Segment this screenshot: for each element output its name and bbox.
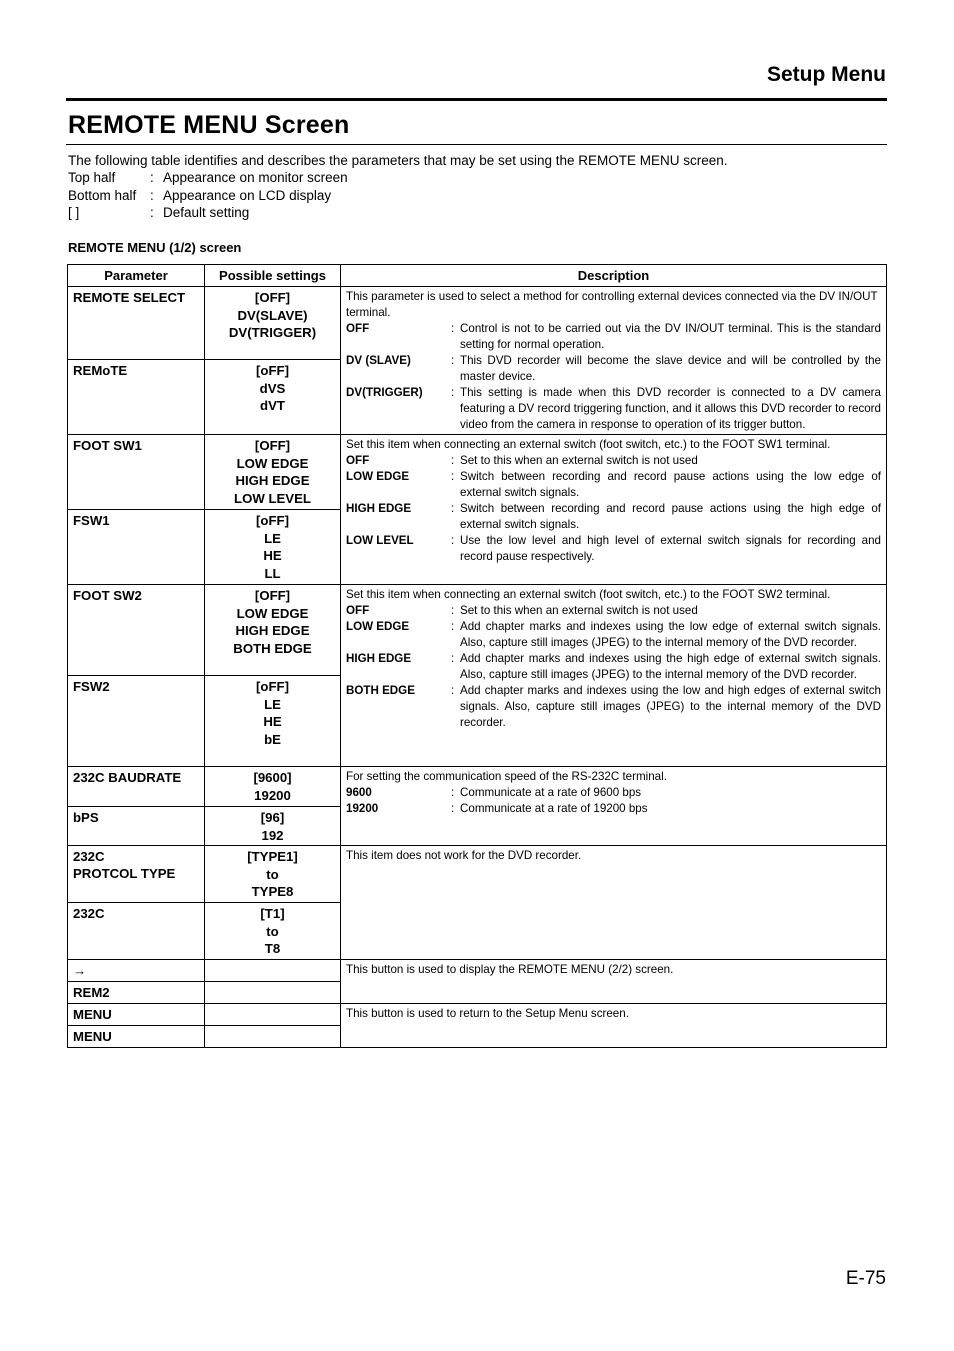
- cell-line: [OFF]: [254, 588, 291, 603]
- cell-line: [T1]: [260, 906, 285, 921]
- description-item-text: Communicate at a rate of 19200 bps: [460, 802, 648, 815]
- cell-line: [OFF]: [254, 290, 291, 305]
- parameter-cell: [68, 360, 205, 435]
- cell-line: REMOTE SELECT: [73, 290, 186, 305]
- description-cell: [341, 1004, 887, 1048]
- description-item: OFF : Set to this when an external switch is not used: [346, 603, 881, 619]
- legend-text: Default setting: [163, 205, 250, 220]
- description-cell: [341, 960, 887, 1004]
- description-cell: [341, 287, 887, 435]
- table-row: [68, 287, 887, 360]
- parameter-cell: [68, 287, 205, 360]
- parameter-cell: [68, 585, 205, 676]
- description-item-text: Switch between recording and record pause actions using the high edge of external switch signals.: [460, 502, 881, 531]
- cell-line: [96]: [260, 810, 285, 825]
- cell-line: MENU: [73, 1007, 112, 1022]
- legend-key: [ ]: [68, 205, 80, 220]
- cell-line: [oFF]: [256, 363, 289, 378]
- parameter-cell: [68, 807, 205, 846]
- table-row: [68, 846, 887, 903]
- cell-line: 192: [261, 827, 284, 843]
- parameter-cell: [68, 767, 205, 807]
- parameter-cell: [68, 676, 205, 767]
- legend-key: Top half: [68, 170, 116, 185]
- title-rule: [66, 144, 887, 145]
- legend-row: Top half : Appearance on monitor screen: [68, 170, 348, 185]
- cell-line: HIGH EDGE: [235, 623, 310, 638]
- description-intro: This button is used to display the REMOTE MENU (2/2) screen.: [346, 963, 674, 976]
- remote-menu-table: [67, 264, 887, 1048]
- cell-line: [oFF]: [256, 679, 289, 694]
- table-row: [68, 767, 887, 807]
- legend-row: Bottom half : Appearance on LCD display: [68, 187, 332, 203]
- cell-line: to: [266, 866, 279, 882]
- settings-cell: [205, 846, 341, 903]
- cell-line: HE: [263, 714, 282, 729]
- page-title: REMOTE MENU Screen: [68, 111, 350, 139]
- settings-cell: [205, 435, 341, 510]
- description-item-key: 9600: [346, 786, 372, 799]
- description-item-key: 19200: [346, 802, 379, 815]
- table-row: [68, 585, 887, 676]
- parameter-cell: [68, 903, 205, 960]
- table-row: [68, 960, 887, 982]
- parameter-cell: [68, 1026, 205, 1048]
- parameter-cell: [68, 982, 205, 1004]
- cell-line: LE: [264, 696, 281, 712]
- cell-line: FSW1: [73, 513, 110, 528]
- cell-line: 19200: [254, 787, 291, 803]
- cell-line: [OFF]: [254, 438, 291, 453]
- description-item: LOW LEVEL : Use the low level and high level of external switch signals for recording and record pause respectively.: [346, 534, 881, 563]
- cell-line: [TYPE1]: [247, 849, 298, 864]
- table-row: [68, 435, 887, 510]
- description-item: HIGH EDGE : Add chapter marks and indexes using the high edge of external switch signals. Also, capture still images (JPEG) to the internal memory of the DVD recorder.: [346, 652, 881, 681]
- cell-line: LE: [264, 530, 281, 546]
- description-item: HIGH EDGE : Switch between recording and record pause actions using the high edge of external switch signals.: [346, 502, 881, 531]
- cell-line: dVS: [259, 380, 286, 396]
- cell-line: 232C BAUDRATE: [73, 770, 182, 785]
- description-item-key: HIGH EDGE: [346, 652, 412, 665]
- description-item-key: OFF: [346, 322, 370, 335]
- header-settings: Possible settings: [205, 265, 341, 287]
- settings-cell: [205, 767, 341, 807]
- description-item-key: DV (SLAVE): [346, 354, 411, 367]
- cell-line: PROTCOL TYPE: [73, 866, 176, 881]
- settings-cell: [205, 1004, 341, 1026]
- table-body: [68, 287, 887, 1048]
- parameter-cell: [68, 435, 205, 510]
- cell-line: TYPE8: [251, 884, 294, 899]
- table-header-row: [68, 265, 887, 287]
- description-item-text: Add chapter marks and indexes using the low and high edges of external switch signals. Also, capture still images (JPEG) to the internal memory of the DVD recorder.: [460, 684, 881, 729]
- legend: [68, 169, 348, 222]
- description-item-text: Communicate at a rate of 9600 bps: [460, 786, 642, 799]
- description-intro: This parameter is used to select a method for controlling external devices connected via the DV IN/OUT terminal.: [346, 290, 878, 319]
- cell-line: LL: [264, 565, 281, 581]
- description-item: OFF : Control is not to be carried out via the DV IN/OUT terminal. This is the standard setting for normal operation.: [346, 322, 881, 351]
- description-item-text: Control is not to be carried out via the DV IN/OUT terminal. This is the standard setting for normal operation.: [460, 322, 881, 351]
- description-item-text: Switch between recording and record pause actions using the low edge of external switch signals.: [460, 470, 881, 499]
- description-item-key: BOTH EDGE: [346, 684, 415, 697]
- cell-line: FOOT SW1: [73, 438, 142, 453]
- cell-line: REM2: [73, 985, 110, 1000]
- cell-line: DV(TRIGGER): [228, 325, 317, 340]
- description-item-key: OFF: [346, 604, 370, 617]
- legend-text: Appearance on monitor screen: [163, 170, 348, 185]
- description-item-text: Add chapter marks and indexes using the high edge of external switch signals. Also, capture still images (JPEG) to the internal memory of the DVD recorder.: [460, 652, 881, 681]
- cell-line: FSW2: [73, 679, 110, 694]
- description-item-key: LOW EDGE: [346, 620, 410, 633]
- table-subtitle: REMOTE MENU (1/2) screen: [68, 240, 242, 255]
- settings-cell: [205, 360, 341, 435]
- description-item: DV (SLAVE) : This DVD recorder will become the slave device and will be controlled by the master device.: [346, 354, 881, 383]
- section-title: Setup Menu: [767, 63, 886, 86]
- description-item-key: LOW LEVEL: [346, 534, 414, 547]
- description-item: LOW EDGE : Add chapter marks and indexes using the low edge of external switch signals. Also, capture still images (JPEG) to the internal memory of the DVD recorder.: [346, 620, 881, 649]
- cell-line: →: [73, 963, 87, 978]
- settings-cell: [205, 903, 341, 960]
- page-number: E-75: [845, 1268, 886, 1289]
- cell-line: REMoTE: [73, 363, 128, 378]
- description-item-text: Set to this when an external switch is not used: [460, 454, 698, 467]
- cell-line: HIGH EDGE: [235, 473, 310, 488]
- description-intro: This item does not work for the DVD recorder.: [346, 849, 582, 862]
- table-row: [68, 1004, 887, 1026]
- description-intro: For setting the communication speed of the RS-232C terminal.: [346, 770, 667, 783]
- cell-line: [9600]: [253, 770, 292, 785]
- cell-line: 232C: [73, 849, 105, 864]
- settings-cell: [205, 510, 341, 585]
- parameter-cell: [68, 846, 205, 903]
- cell-line: HE: [263, 548, 282, 563]
- settings-cell: [205, 807, 341, 846]
- settings-cell: [205, 676, 341, 767]
- cell-line: to: [266, 923, 279, 939]
- description-item-text: This setting is made when this DVD recorder is connected to a DV camera featuring a DV record triggering function, and it allows this DVD recorder to record video from the camera in response to operation of its trigger button.: [460, 386, 881, 431]
- description-item-text: Set to this when an external switch is not used: [460, 604, 698, 617]
- settings-cell: [205, 1026, 341, 1048]
- cell-line: LOW EDGE: [236, 455, 309, 471]
- description-item-key: DV(TRIGGER): [346, 386, 423, 399]
- description-intro: Set this item when connecting an external switch (foot switch, etc.) to the FOOT SW2 terminal.: [346, 588, 831, 601]
- description-item-key: HIGH EDGE: [346, 502, 412, 515]
- cell-line: BOTH EDGE: [233, 640, 312, 656]
- description-cell: [341, 435, 887, 585]
- intro-paragraph: The following table identifies and describes the parameters that may be set using the REMOTE MENU screen.: [68, 153, 728, 168]
- cell-line: LOW EDGE: [236, 605, 309, 621]
- description-item: 19200 : Communicate at a rate of 19200 bps: [346, 801, 881, 817]
- parameter-cell: [68, 510, 205, 585]
- parameter-cell: [68, 1004, 205, 1026]
- description-item: LOW EDGE : Switch between recording and record pause actions using the low edge of external switch signals.: [346, 470, 881, 499]
- cell-line: 232C: [73, 906, 105, 921]
- cell-line: bPS: [73, 810, 99, 825]
- parameter-cell: [68, 960, 205, 982]
- description-intro: This button is used to return to the Setup Menu screen.: [346, 1007, 629, 1020]
- description-item-text: Add chapter marks and indexes using the low edge of external switch signals. Also, capture still images (JPEG) to the internal memory of the DVD recorder.: [460, 620, 881, 649]
- settings-cell: [205, 287, 341, 360]
- cell-line: [oFF]: [256, 513, 289, 528]
- legend-row: [ ] : Default setting: [68, 205, 250, 220]
- cell-line: LOW LEVEL: [234, 490, 311, 506]
- description-item-text: Use the low level and high level of external switch signals for recording and record pause respectively.: [460, 534, 881, 563]
- cell-line: DV(SLAVE): [237, 307, 308, 323]
- header-parameter: Parameter: [68, 265, 205, 287]
- cell-line: dVT: [260, 398, 285, 413]
- legend-text: Appearance on LCD display: [163, 187, 332, 203]
- settings-cell: [205, 982, 341, 1004]
- settings-cell: [205, 960, 341, 982]
- cell-line: T8: [264, 941, 281, 956]
- description-item: DV(TRIGGER) : This setting is made when this DVD recorder is connected to a DV camera featuring a DV record triggering function, and it allows this DVD recorder to record video from the camera in response to operation of its trigger button.: [346, 386, 881, 431]
- settings-cell: [205, 585, 341, 676]
- description-item: OFF : Set to this when an external switch is not used: [346, 453, 881, 469]
- description-intro: Set this item when connecting an external switch (foot switch, etc.) to the FOOT SW1 terminal.: [346, 438, 831, 451]
- cell-line: FOOT SW2: [73, 588, 142, 603]
- legend-key: Bottom half: [68, 187, 137, 203]
- header-description: Description: [341, 265, 887, 287]
- description-item-key: OFF: [346, 454, 370, 467]
- description-item-key: LOW EDGE: [346, 470, 410, 483]
- description-cell: [341, 585, 887, 767]
- description-item: 9600 : Communicate at a rate of 9600 bps: [346, 785, 881, 801]
- description-cell: [341, 767, 887, 846]
- cell-line: MENU: [73, 1029, 112, 1044]
- header-rule: [66, 98, 887, 101]
- cell-line: bE: [264, 731, 281, 747]
- description-item-text: This DVD recorder will become the slave device and will be controlled by the master device.: [460, 354, 881, 383]
- description-item: BOTH EDGE : Add chapter marks and indexes using the low and high edges of external switch signals. Also, capture still images (JPEG) to the internal memory of the DVD recorder.: [346, 684, 881, 729]
- description-cell: [341, 846, 887, 960]
